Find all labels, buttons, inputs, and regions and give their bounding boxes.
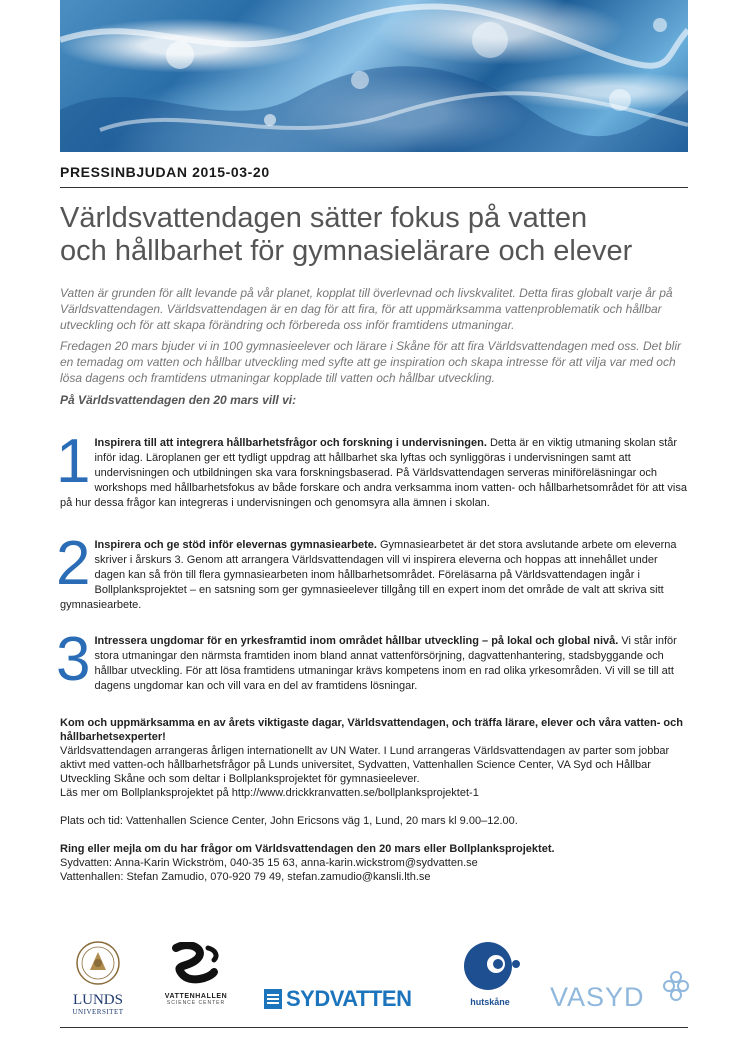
vasyd-name: VASYD [550,982,645,1012]
lund-sub: UNIVERSITET [72,1008,124,1016]
project-link[interactable]: Läs mer om Bollplanksprojektet på http://www.drickkranvatten.se/bollplanksprojektet-1 [60,787,479,799]
intro-section [60,286,690,415]
goals-heading: På Världsvattendagen den 20 mars vill vi: [60,392,297,407]
water-splash-graphic [60,0,688,152]
intro-paragraph-1: Vatten är grunden för allt levande på vår planet, kopplat till överlevnad och livskvalitet. Detta firas globalt varje år på Världsvattendagen. Världsvattendagen är en dag för att fira, för att uppmärksamma vattenproblematik och hållbar utveckling och för att skapa förändring och förbereda oss inför framtidens utmaningar. [60,286,673,332]
place-and-time: Plats och tid: Vattenhallen Science Center, John Ericsons väg 1, Lund, 20 mars kl 9.00–12.00. [60,815,518,827]
goal-lead: Inspirera till att integrera hållbarhetsfrågor och forskning i undervisningen. [94,437,487,449]
contact-vattenhallen: Vattenhallen: Stefan Zamudio, 070-920 79 49, stefan.zamudio@kansli.lth.se [60,871,431,883]
goal-text: Detta är en viktig utmaning skolan står inför idag. Läroplanen ger ett tydligt uppdrag att hållbarhet ska lyftas och synliggöras i undervisningen samt att undervisningen och utbildningen ska vara forskningsbaserad. På Världsvattendagen serveras miniföreläsningar och workshops med hållbarhetsfokus av både forskare och andra verksamma inom vatten- och hållbarhetsområdet för att visa på hur dessa frågor kan integreras i undervisningen och genomsyra alla ämnen i skolan. [60,437,687,509]
vattenhallen-wave-icon [156,942,236,988]
intro-paragraph-2: Fredagen 20 mars bjuder vi in 100 gymnasieelever och lärare i Skåne för att fira Världsvattendagen med oss. Det blir en temadag om vatten och hållbar utveckling med syfte att ge inspiration och skapa intresse för att vilja var med och lösa dagens och framtidens utmaningar kopplade till vatten och hållbar utveckling. [60,339,681,385]
hutskane-name: hutskåne [470,997,510,1007]
call-body: Världsvattendagen arrangeras årligen internationellt av UN Water. I Lund arrangeras Världsvattendagen av parter som jobbar aktivt med vatten-och hållbarhetsfrågor på Lunds universitet, Sydvatten, Vattenhallen Science Center, VA Syd och Hållbar Utveckling Skåne och som deltar i Bollplanksprojektet för gymnasieelever. [60,745,670,785]
footer-divider [60,1027,688,1028]
contact-sydvatten: Sydvatten: Anna-Karin Wickström, 040-35 15 63, anna-karin.wickstrom@sydvatten.se [60,857,478,869]
vattenhallen-name: VATTENHALLEN [164,993,228,1000]
goal-item-1 [56,427,690,511]
vasyd-logo [550,970,690,1014]
goal-text: Vi står inför stora utmaningar den närmsta framtiden inom bland annat vattenförsörjning, dagvattenhantering, stadsbyggande och hållbar utveckling. För att lösa framtidens utmaningar krävs kompetens inom en rad olika yrkesområden. Vi vill se till att dagens ungdomar kan och vill vara en del av framtidens lösningar. [94,635,677,692]
goal-item-3 [56,625,690,694]
hutskane-circle-icon [458,940,522,992]
lund-name: LUNDS [72,992,123,1008]
vattenhallen-logo [156,942,236,1006]
info-section [60,716,690,898]
header-water-image [60,0,688,152]
goal-lead: Inspirera och ge stöd inför elevernas gymnasiearbete. [94,539,377,551]
goal-number: 2 [56,529,91,598]
lunds-universitet-logo [66,940,130,1016]
title-line-1: Världsvattendagen sätter fokus på vatten [60,202,588,234]
contact-heading: Ring eller mejla om du har frågor om Världsvattendagen den 20 mars eller Bollplanksprojektet. [60,843,555,855]
sydvatten-logo [264,986,424,1012]
goal-number: 3 [56,625,91,694]
goal-item-2 [56,529,690,613]
vattenhallen-sub: SCIENCE CENTER [166,1000,226,1006]
lund-seal-icon [66,940,130,986]
press-header [60,164,688,188]
partner-logos [60,940,688,1020]
vasyd-droplets-icon [662,970,690,1004]
call-heading: Kom och uppmärksamma en av årets viktigaste dagar, Världsvattendagen, och träffa lärare, elever och våra vatten- och hållbarhetsexperter! [60,717,683,743]
goal-lead: Intressera ungdomar för en yrkesframtid inom området hållbar utveckling – på lokal och global nivå. [94,635,619,647]
sydvatten-wave-icon [264,989,282,1009]
goal-number: 1 [56,427,91,496]
goal-text: Gymnasiearbetet är det stora avslutande arbete om eleverna skriver i årskurs 3. Genom att arrangera Världsvattendagen vill vi inspirera eleverna och hoppas att innehållet under dagen kan så frön till flera gymnasiearbeten inom hållbarhetsområdet. Föreläsarna på Världsvattendagen ingår i Bollplanksprojektet – en satsning som ger gymnasieelever tillgång till en expert inom det område de valt att skriva sitt gymnasiearbete. [60,539,677,611]
sydvatten-name: SYDVATTEN [286,986,412,1011]
press-label: PRESSINBJUDAN 2015-03-20 [60,164,688,188]
hutskane-logo [458,940,522,1007]
title-line-2: och hållbarhet för gymnasielärare och elever [60,235,633,267]
page-title [60,202,700,268]
